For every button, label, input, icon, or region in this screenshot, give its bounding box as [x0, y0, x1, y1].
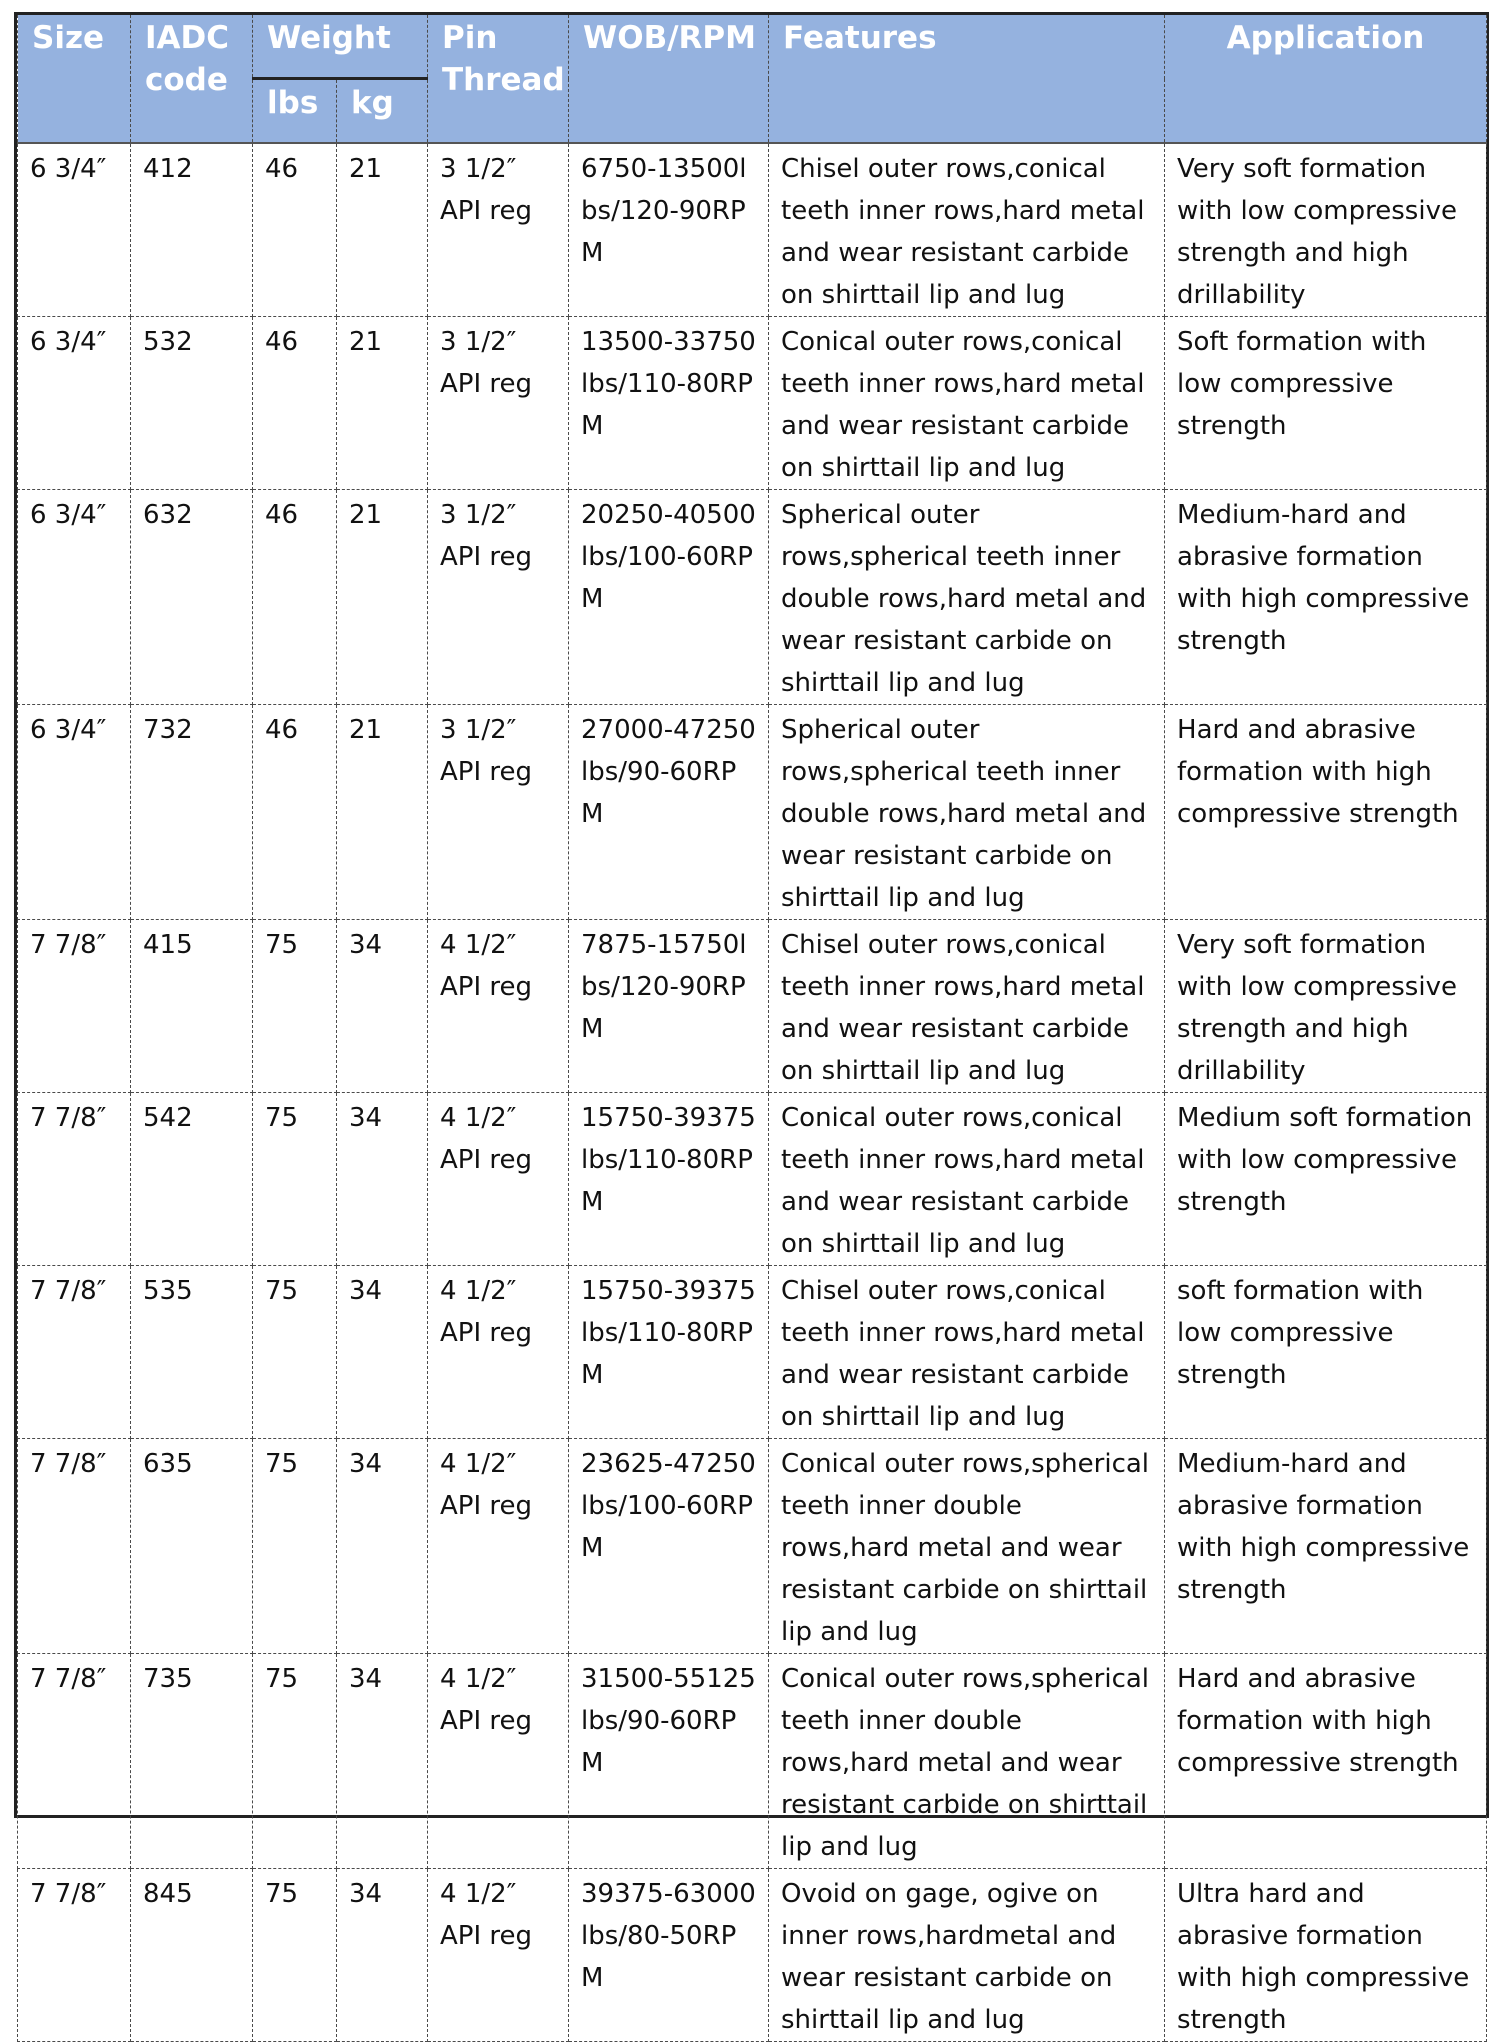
header-weight-kg: kg	[337, 79, 428, 144]
cell-wob-rpm: 39375-63000lbs/80-50RPM	[569, 1869, 769, 2042]
table-row	[18, 920, 1487, 1093]
cell-weight-lbs: 75	[253, 1439, 337, 1654]
header-weight: Weight	[253, 15, 428, 79]
cell-weight-lbs: 46	[253, 490, 337, 705]
header-iadc-code: IADC code	[131, 15, 253, 143]
cell-wob-rpm: 31500-55125lbs/90-60RPM	[569, 1654, 769, 1869]
cell-application: Medium-hard and abrasive formation with high compressive strength	[1165, 1439, 1487, 1654]
cell-features: Chisel outer rows,conical teeth inner rows,hard metal and wear resistant carbide on shirttail lip and lug	[769, 143, 1165, 317]
drill-bit-spec-table-frame	[14, 12, 1489, 2035]
cell-wob-rpm: 20250-40500lbs/100-60RPM	[569, 490, 769, 705]
cell-features: Conical outer rows,conical teeth inner rows,hard metal and wear resistant carbide on shirttail lip and lug	[769, 317, 1165, 490]
cell-size: 7 7/8″	[18, 1266, 131, 1439]
cell-size: 6 3/4″	[18, 317, 131, 490]
header-size: Size	[18, 15, 131, 143]
cell-application: Hard and abrasive formation with high compressive strength	[1165, 1654, 1487, 1869]
cell-iadc-code: 635	[131, 1439, 253, 1654]
cell-pin-thread: 4 1/2″ API reg	[428, 1869, 569, 2042]
table-row	[18, 1654, 1487, 1869]
cell-pin-thread: 4 1/2″ API reg	[428, 1093, 569, 1266]
cell-iadc-code: 532	[131, 317, 253, 490]
table-row	[18, 1266, 1487, 1439]
cell-application: Very soft formation with low compressive strength and high drillability	[1165, 143, 1487, 317]
cell-size: 6 3/4″	[18, 705, 131, 920]
cell-features: Ovoid on gage, ogive on inner rows,hardmetal and wear resistant carbide on shirttail lip and lug	[769, 1869, 1165, 2042]
cell-wob-rpm: 27000-47250lbs/90-60RPM	[569, 705, 769, 920]
cell-weight-lbs: 46	[253, 143, 337, 317]
cell-pin-thread: 3 1/2″ API reg	[428, 705, 569, 920]
cell-pin-thread: 4 1/2″ API reg	[428, 1266, 569, 1439]
cell-size: 7 7/8″	[18, 1869, 131, 2042]
cell-pin-thread: 3 1/2″ API reg	[428, 143, 569, 317]
cell-application: Medium soft formation with low compressive strength	[1165, 1093, 1487, 1266]
cell-weight-kg: 34	[337, 1439, 428, 1654]
cell-weight-lbs: 75	[253, 1093, 337, 1266]
cell-features: Conical outer rows,spherical teeth inner double rows,hard metal and wear resistant carbide on shirttail lip and lug	[769, 1439, 1165, 1654]
cell-size: 7 7/8″	[18, 920, 131, 1093]
cell-application: Hard and abrasive formation with high compressive strength	[1165, 705, 1487, 920]
cell-iadc-code: 732	[131, 705, 253, 920]
cell-weight-kg: 34	[337, 1093, 428, 1266]
cell-weight-lbs: 75	[253, 1266, 337, 1439]
cell-weight-lbs: 46	[253, 317, 337, 490]
cell-iadc-code: 535	[131, 1266, 253, 1439]
cell-features: Conical outer rows,conical teeth inner rows,hard metal and wear resistant carbide on shirttail lip and lug	[769, 1093, 1165, 1266]
table-row	[18, 1439, 1487, 1654]
drill-bit-spec-table	[17, 15, 1487, 2042]
header-pin-thread: Pin Thread	[428, 15, 569, 143]
cell-weight-kg: 34	[337, 1869, 428, 2042]
cell-wob-rpm: 15750-39375lbs/110-80RPM	[569, 1093, 769, 1266]
header-weight-lbs: lbs	[253, 79, 337, 144]
cell-weight-kg: 21	[337, 490, 428, 705]
cell-application: Ultra hard and abrasive formation with high compressive strength	[1165, 1869, 1487, 2042]
cell-pin-thread: 3 1/2″ API reg	[428, 317, 569, 490]
table-row	[18, 490, 1487, 705]
cell-application: Soft formation with low compressive strength	[1165, 317, 1487, 490]
cell-weight-lbs: 75	[253, 1869, 337, 2042]
cell-size: 7 7/8″	[18, 1093, 131, 1266]
cell-pin-thread: 4 1/2″ API reg	[428, 1654, 569, 1869]
cell-application: Very soft formation with low compressive strength and high drillability	[1165, 920, 1487, 1093]
cell-iadc-code: 542	[131, 1093, 253, 1266]
cell-weight-kg: 21	[337, 143, 428, 317]
cell-iadc-code: 632	[131, 490, 253, 705]
cell-wob-rpm: 23625-47250lbs/100-60RPM	[569, 1439, 769, 1654]
cell-size: 6 3/4″	[18, 143, 131, 317]
cell-pin-thread: 4 1/2″ API reg	[428, 1439, 569, 1654]
cell-iadc-code: 735	[131, 1654, 253, 1869]
cell-weight-kg: 21	[337, 317, 428, 490]
cell-wob-rpm: 15750-39375lbs/110-80RPM	[569, 1266, 769, 1439]
cell-weight-kg: 34	[337, 1654, 428, 1869]
table-row	[18, 143, 1487, 317]
cell-weight-kg: 21	[337, 705, 428, 920]
cell-features: Spherical outer rows,spherical teeth inner double rows,hard metal and wear resistant carbide on shirttail lip and lug	[769, 490, 1165, 705]
cell-pin-thread: 4 1/2″ API reg	[428, 920, 569, 1093]
cell-size: 7 7/8″	[18, 1654, 131, 1869]
cell-iadc-code: 412	[131, 143, 253, 317]
cell-pin-thread: 3 1/2″ API reg	[428, 490, 569, 705]
cell-size: 6 3/4″	[18, 490, 131, 705]
cell-iadc-code: 845	[131, 1869, 253, 2042]
header-features: Features	[769, 15, 1165, 143]
cell-wob-rpm: 7875-15750lbs/120-90RPM	[569, 920, 769, 1093]
cell-iadc-code: 415	[131, 920, 253, 1093]
header-application: Application	[1165, 15, 1487, 143]
cell-features: Spherical outer rows,spherical teeth inner double rows,hard metal and wear resistant carbide on shirttail lip and lug	[769, 705, 1165, 920]
cell-weight-lbs: 75	[253, 920, 337, 1093]
table-row	[18, 1093, 1487, 1266]
cell-weight-lbs: 75	[253, 1654, 337, 1869]
cell-features: Conical outer rows,spherical teeth inner double rows,hard metal and wear resistant carbide on shirttail lip and lug	[769, 1654, 1165, 1869]
cell-wob-rpm: 13500-33750lbs/110-80RPM	[569, 317, 769, 490]
table-row	[18, 317, 1487, 490]
cell-features: Chisel outer rows,conical teeth inner rows,hard metal and wear resistant carbide on shirttail lip and lug	[769, 1266, 1165, 1439]
cell-application: soft formation with low compressive strength	[1165, 1266, 1487, 1439]
header-wob-rpm: WOB/RPM	[569, 15, 769, 143]
cell-weight-kg: 34	[337, 920, 428, 1093]
table-row	[18, 705, 1487, 920]
cell-features: Chisel outer rows,conical teeth inner rows,hard metal and wear resistant carbide on shirttail lip and lug	[769, 920, 1165, 1093]
table-row	[18, 1869, 1487, 2042]
cell-weight-lbs: 46	[253, 705, 337, 920]
cell-weight-kg: 34	[337, 1266, 428, 1439]
cell-application: Medium-hard and abrasive formation with high compressive strength	[1165, 490, 1487, 705]
cell-size: 7 7/8″	[18, 1439, 131, 1654]
cell-wob-rpm: 6750-13500lbs/120-90RPM	[569, 143, 769, 317]
